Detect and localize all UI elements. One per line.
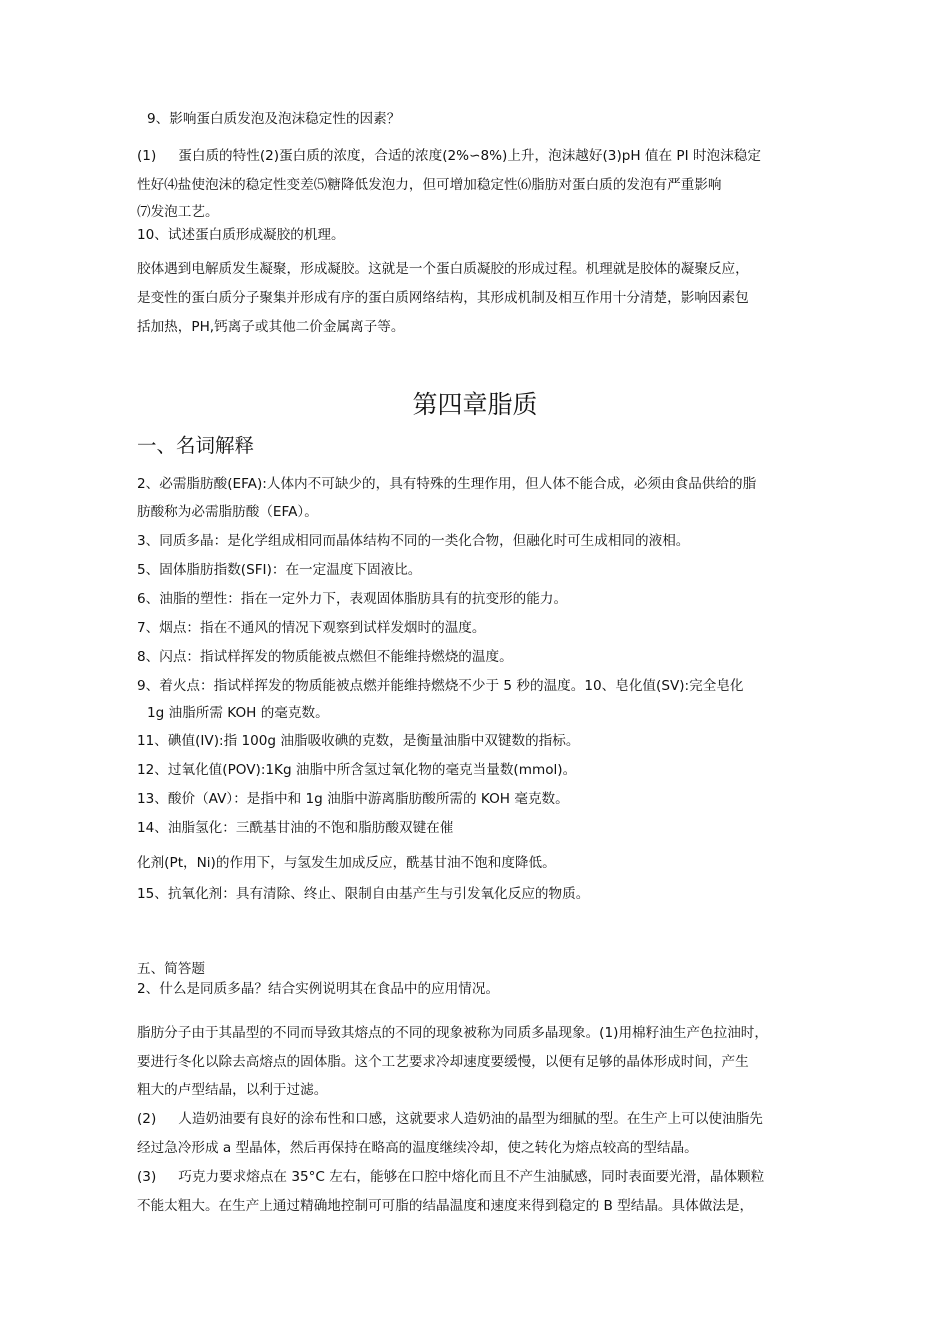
answer-line: 粗大的卢型结晶，以利于过滤。 — [137, 1082, 328, 1098]
answer-line — [137, 1167, 764, 1187]
term-2-line: 2、必需脂肪酸(EFA):人体内不可缺少的，具有特殊的生理作用，但人体不能合成，必须由食品供给的脂 — [137, 476, 757, 492]
q10-answer-line: 胶体遇到电解质发生凝聚，形成凝胶。这就是一个蛋白质凝胶的形成过程。机理就是胶体的凝聚反应， — [137, 261, 749, 277]
term-7: 7、烟点：指在不通风的情况下观察到试样发烟时的温度。 — [137, 620, 486, 636]
term-9-line: 1g 油脂所需 KOH 的毫克数。 — [147, 705, 329, 721]
answer-number: (2) — [137, 1111, 157, 1127]
term-2-line: 肪酸称为必需脂肪酸（EFA）。 — [137, 504, 318, 520]
section-title: 一、名词解释 — [137, 434, 255, 457]
term-9-line: 9、着火点：指试样挥发的物质能被点燃并能维持燃烧不少于 5 秒的温度。10、皂化值(SV):完全皂化 — [137, 678, 744, 694]
answer-line: 要进行冬化以除去高熔点的固体脂。这个工艺要求冷却速度要缓慢，以便有足够的晶体形成时间，产生 — [137, 1054, 749, 1070]
answer-line: 脂肪分子由于其晶型的不同而导致其熔点的不同的现象被称为同质多晶现象。(1)用棉籽油生产色拉油时， — [137, 1025, 768, 1041]
q10-answer-line: 是变性的蛋白质分子聚集并形成有序的蛋白质网络结构，其形成机制及相互作用十分清楚，影响因素包 — [137, 290, 749, 306]
term-8: 8、闪点：指试样挥发的物质能被点燃但不能维持燃烧的温度。 — [137, 649, 513, 665]
answer-line: 不能太粗大。在生产上通过精确地控制可可脂的结晶温度和速度来得到稳定的 B 型结晶。具体做法是， — [137, 1198, 754, 1214]
q9-answer-line — [137, 146, 761, 166]
answer-line — [137, 1109, 763, 1129]
q10-title: 10、试述蛋白质形成凝胶的机理。 — [137, 227, 345, 243]
term-13: 13、酸价（AV）：是指中和 1g 油脂中游离脂肪酸所需的 KOH 毫克数。 — [137, 791, 569, 807]
q9-title: 9、影响蛋白质发泡及泡沫稳定性的因素？ — [147, 111, 401, 127]
q9-answer-line: ⑺发泡工艺。 — [137, 204, 219, 220]
q9-answer-text: 蛋白质的特性(2)蛋白质的浓度，合适的浓度(2%∽8%)上升，泡沫越好(3)pH 值在 PI 时泡沫稳定 — [178, 148, 761, 164]
term-5: 5、固体脂肪指数(SFI)：在一定温度下固液比。 — [137, 562, 422, 578]
term-3: 3、同质多晶：是化学组成相同而晶体结构不同的一类化合物，但融化时可生成相同的液相。 — [137, 533, 690, 549]
answer-number: (3) — [137, 1169, 157, 1185]
term-15: 15、抗氧化剂：具有清除、终止、限制自由基产生与引发氧化反应的物质。 — [137, 886, 590, 902]
term-11: 11、碘值(IV):指 100g 油脂吸收碘的克数，是衡量油脂中双键数的指标。 — [137, 733, 580, 749]
answer-text: 人造奶油要有良好的涂布性和口感，这就要求人造奶油的晶型为细腻的型。在生产上可以使油脂先 — [178, 1111, 763, 1127]
q9-answer-line: 性好⑷盐使泡沫的稳定性变差⑸糖降低发泡力，但可增加稳定性⑹脂肪对蛋白质的发泡有严重影响 — [137, 177, 722, 193]
short-answer-heading: 五、简答题 — [137, 961, 205, 977]
term-6: 6、油脂的塑性：指在一定外力下，表观固体脂肪具有的抗变形的能力。 — [137, 591, 568, 607]
answer-text: 巧克力要求熔点在 35°C 左右，能够在口腔中熔化而且不产生油腻感，同时表面要光滑，晶体颗粒 — [178, 1169, 765, 1185]
q9-answer-number: (1) — [137, 148, 157, 164]
term-14-line: 化剂(Pt，Ni)的作用下，与氢发生加成反应，酰基甘油不饱和度降低。 — [137, 855, 556, 871]
term-12: 12、过氧化值(POV):1Kg 油脂中所含氢过氧化物的毫克当量数(mmol)。 — [137, 762, 577, 778]
term-14-line: 14、油脂氢化：三酰基甘油的不饱和脂肪酸双键在催 — [137, 820, 454, 836]
short-answer-question: 2、什么是同质多晶？结合实例说明其在食品中的应用情况。 — [137, 981, 500, 997]
chapter-title: 第四章脂质 — [412, 390, 538, 419]
answer-line: 经过急冷形成 a 型晶体，然后再保持在略高的温度继续冷却，使之转化为熔点较高的型结晶。 — [137, 1140, 698, 1156]
q10-answer-line: 括加热，PH,钙离子或其他二价金属离子等。 — [137, 319, 405, 335]
